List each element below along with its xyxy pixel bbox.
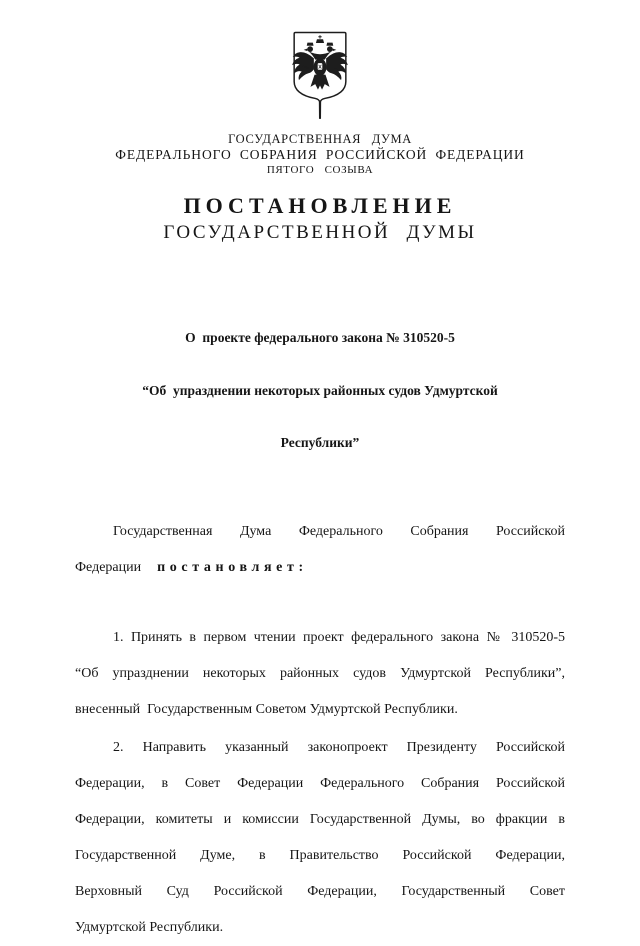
document-subject [75, 294, 565, 487]
body-line: Федерации, комитеты и комиссии Государственной Думы, во фракции в [75, 811, 565, 827]
issuing-body-header [75, 132, 565, 177]
body-line: внесенный Государственным Советом Удмуртской Республики. [75, 701, 458, 717]
document-issuer-title: ГОСУДАРСТВЕННОЙ ДУМЫ [163, 222, 477, 243]
document-body [75, 514, 565, 946]
body-line: Федерации, в Совет Федерации Федерального Собрания Российской [75, 775, 565, 791]
body-line: Удмуртской Республики. [75, 919, 224, 935]
clause-2-paragraph [75, 730, 565, 946]
body-line: Государственная Дума Федерального Собрания Российской [113, 523, 565, 539]
body-line [75, 550, 565, 586]
subject-line: “Об упразднении некоторых районных судов Удмуртской [142, 382, 498, 398]
preamble-text: Федерации [75, 559, 142, 575]
body-line: 2. Направить указанный законопроект Президенту Российской [113, 739, 565, 755]
org-convocation-line: ПЯТОГО СОЗЫВА [266, 164, 374, 176]
clause-1-paragraph [75, 620, 565, 728]
russia-coat-of-arms-icon [286, 30, 354, 122]
document-type-title: ПОСТАНОВЛЕНИЕ [183, 193, 457, 218]
document-title [75, 192, 565, 245]
org-name-line: ГОСУДАРСТВЕННАЯ ДУМА [228, 132, 412, 146]
body-line: 1. Принять в первом чтении проект федерального закона № 310520-5 [113, 629, 565, 645]
body-line: Верховный Суд Российской Федерации, Государственный Совет [75, 883, 565, 899]
subject-line: О проекте федерального закона № 310520-5 [185, 330, 455, 345]
body-line: “Об упразднении некоторых районных судов Удмуртской Республики”, [75, 665, 565, 681]
emblem-container [75, 30, 565, 122]
preamble-paragraph [75, 514, 565, 586]
org-name-line: ФЕДЕРАЛЬНОГО СОБРАНИЯ РОССИЙСКОЙ ФЕДЕРАЦИИ [115, 147, 525, 162]
body-line: Государственной Думе, в Правительство Российской Федерации, [75, 847, 565, 863]
subject-line: Республики” [280, 435, 360, 450]
resolves-keyword: постановляет: [157, 559, 308, 575]
